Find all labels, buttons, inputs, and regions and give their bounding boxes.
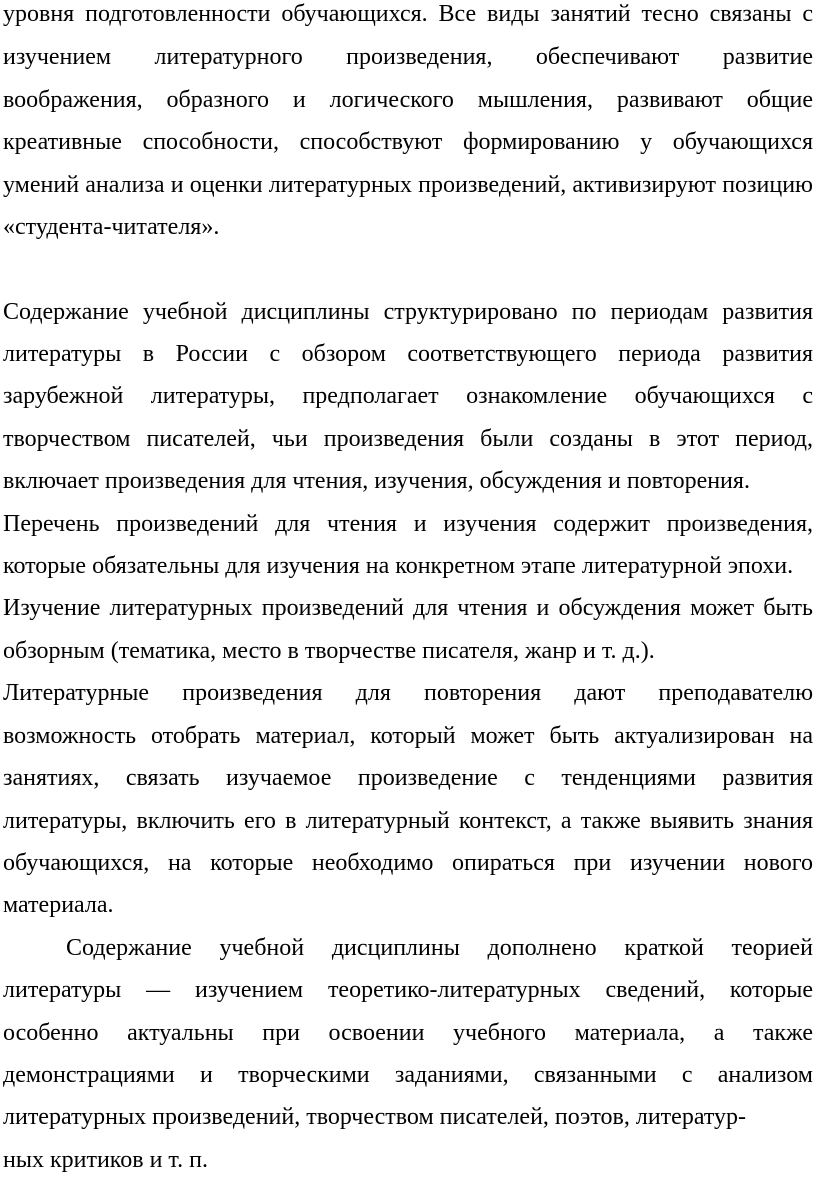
text-line: Перечень произведений для чтения и изучения содержит произведения, [3,511,813,537]
text-line: включает произведения для чтения, изучения, обсуждения и повторения. [3,468,750,494]
text-line: демонстрациями и творческими заданиями, связанными с анализом [3,1062,813,1088]
text-line: уровня подготовленности обучающихся. Все виды занятий тесно связаны с [3,1,813,27]
text-line: зарубежной литературы, предполагает ознакомление обучающихся с [3,383,813,409]
text-line: Содержание учебной дисциплины дополнено краткой теорией [66,935,813,961]
text-line: Литературные произведения для повторения дают преподавателю [3,680,813,706]
text-line: особенно актуальны при освоении учебного материала, а также [3,1020,813,1046]
text-line: литературы — изучением теоретико-литературных сведений, которые [3,977,813,1003]
text-line: творчеством писателей, чьи произведения были созданы в этот период, [3,426,813,452]
text-line: креативные способности, способствуют формированию у обучающихся [3,129,813,155]
text-line: литературных произведений, творчеством писателей, поэтов, литератур- [3,1104,747,1130]
text-line: умений анализа и оценки литературных произведений, активизируют позицию [3,172,813,198]
text-line: обучающихся, на которые необходимо опираться при изучении нового [3,850,813,876]
text-line: которые обязательны для изучения на конкретном этапе литературной эпохи. [3,553,794,579]
text-line: изучением литературного произведения, обеспечивают развитие [3,44,813,70]
text-line: возможность отобрать материал, который может быть актуализирован на [3,723,813,749]
text-line: литературы в России с обзором соответствующего периода развития [3,341,813,367]
text-line: «студента-читателя». [3,214,220,240]
text-line: воображения, образного и логического мышления, развивают общие [3,87,813,113]
text-line: занятиях, связать изучаемое произведение с тенденциями развития [3,765,813,791]
text-line: Содержание учебной дисциплины структурировано по периодам развития [3,299,813,325]
text-line: Изучение литературных произведений для чтения и обсуждения может быть [3,595,813,621]
text-line: обзорным (тематика, место в творчестве писателя, жанр и т. д.). [3,638,655,664]
text-line: материала. [3,892,114,918]
text-line: литературы, включить его в литературный контекст, а также выявить знания [3,808,813,834]
text-line: ных критиков и т. п. [3,1147,208,1173]
